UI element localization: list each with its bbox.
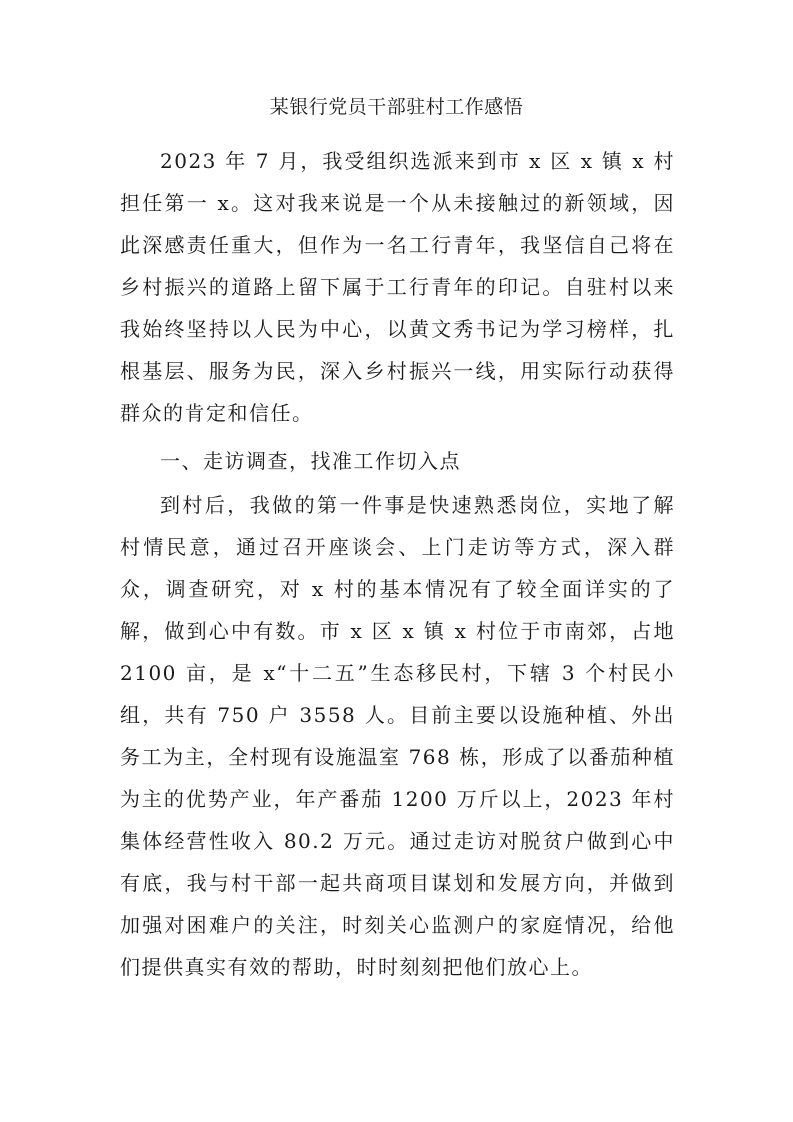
body-paragraph: 到村后，我做的第一件事是快速熟悉岗位，实地了解村情民意，通过召开座谈会、上门走访等方式，深入群众，调查研究，对 x 村的基本情况有了较全面详实的了解，做到心中有数。市 x 区 x 镇 x 村位于市南郊，占地 2100 亩，是 x“十二五”生态移民村，下辖 3 个村民小组，共有 750 户 3558 人。目前主要以设施种植、外出务工为主，全村现有设施温室 768 栋，形成了以番茄种植为主的优势产业，年产番茄 1200 万斤以上，2023 年村集体经营性收入 80.2 万元。通过走访对脱贫户做到心中有底，我与村干部一起共商项目谋划和发展方向，并做到加强对困难户的关注，时刻关心监测户的家庭情况，给他们提供真实有效的帮助，时时刻刻把他们放心上。 (120, 493, 675, 979)
intro-paragraph: 2023 年 7 月，我受组织选派来到市 x 区 x 镇 x 村担任第一 x。这对我来说是一个从未接触过的新领域，因此深感责任重大，但作为一名工行青年，我坚信自己将在乡村振兴的道路上留下属于工行青年的印记。自驻村以来我始终坚持以人民为中心，以黄文秀书记为学习榜样，扎根基层、服务为民，深入乡村振兴一线，用实际行动获得群众的肯定和信任。 (120, 149, 675, 425)
section-heading: 一、走访调查，找准工作切入点 (160, 449, 461, 473)
document-title: 某银行党员干部驻村工作感悟 (269, 96, 524, 118)
